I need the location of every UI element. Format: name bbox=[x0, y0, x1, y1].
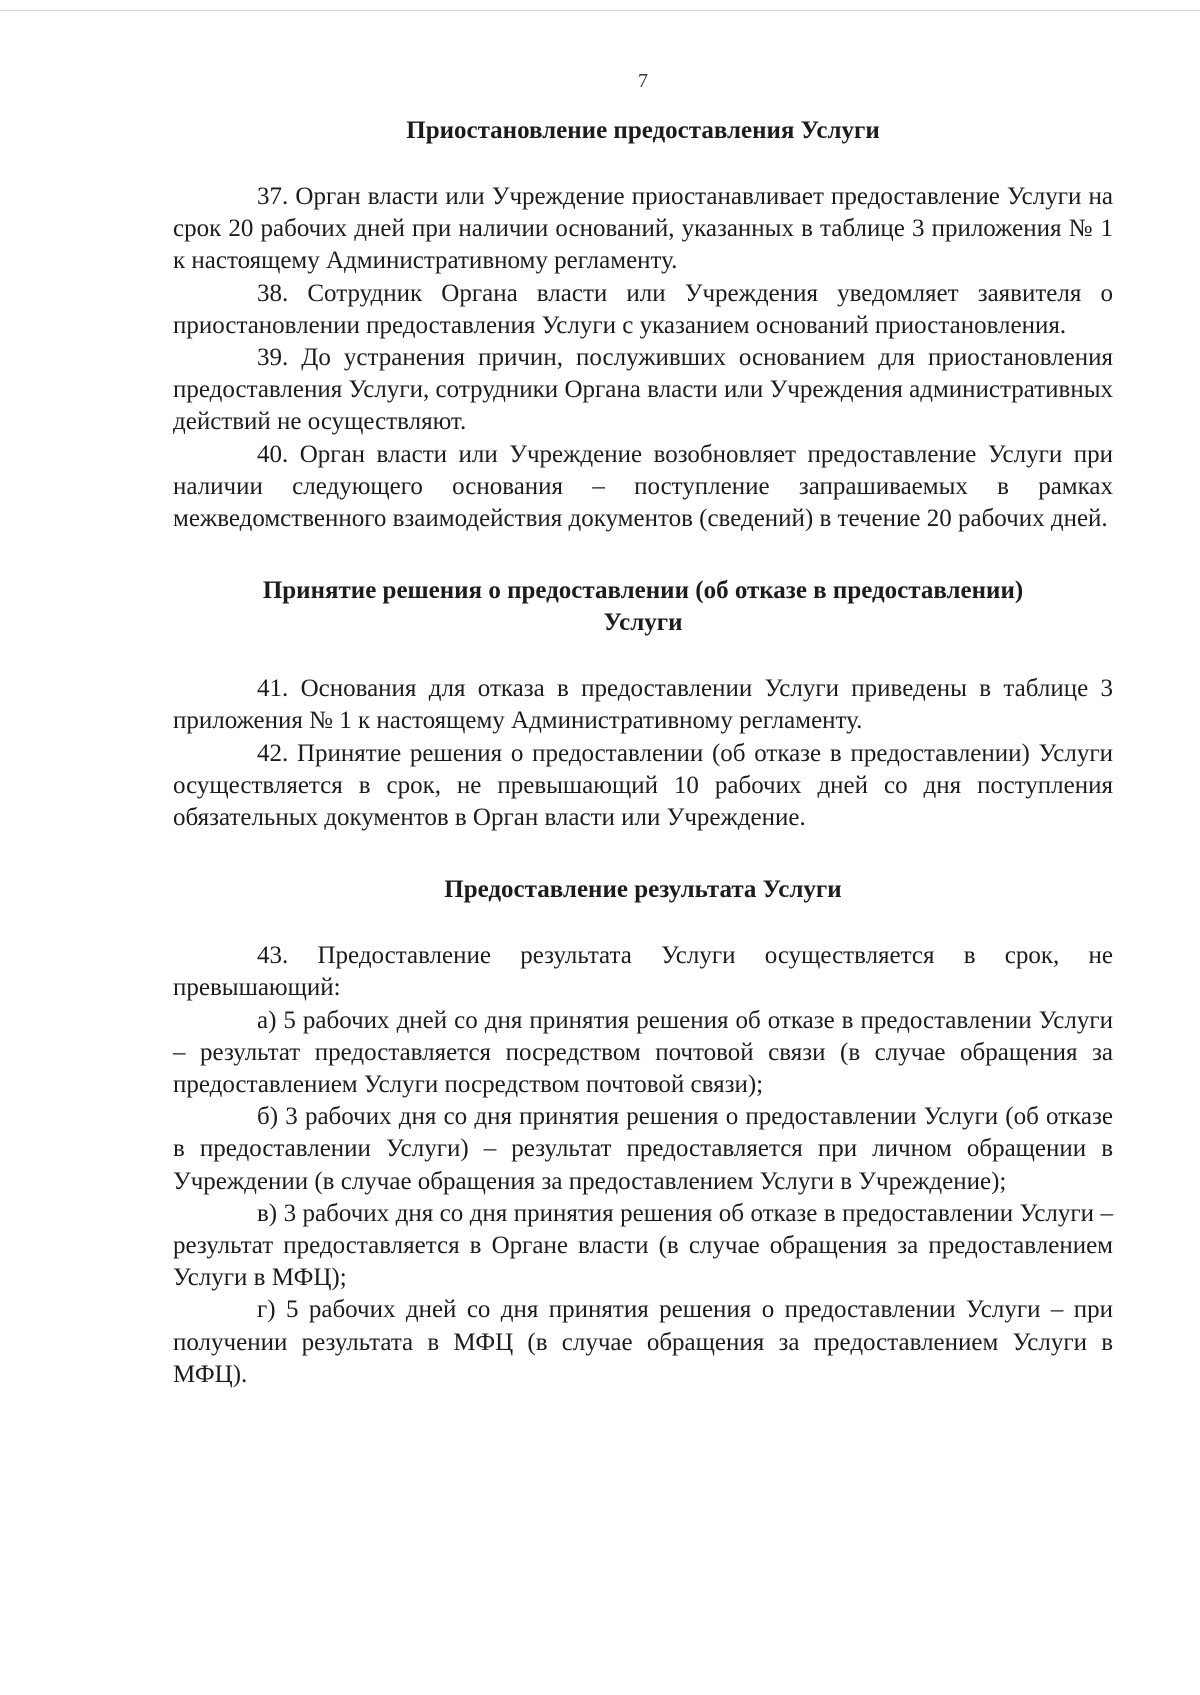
section-heading-decision-line1: Принятие решения о предоставлении (об отказе в предоставлении) bbox=[262, 577, 1024, 605]
paragraph-43-g: г) 5 рабочих дней со дня принятия решения о предоставлении Услуги – при получении результата в МФЦ (в случае обращения за предоставлением Услуги в МФЦ). bbox=[173, 1296, 1113, 1388]
page-number: 7 bbox=[638, 70, 648, 92]
section-heading-result: Предоставление результата Услуги bbox=[444, 876, 842, 904]
paragraph-43: 43. Предоставление результата Услуги осуществляется в срок, не превышающий: bbox=[173, 942, 1113, 1002]
section-heading-decision-line2: Услуги bbox=[603, 609, 683, 637]
paragraph-43-v: в) 3 рабочих дня со дня принятия решения об отказе в предоставлении Услуги – результат предоставляется в Органе власти (в случае обращения за предоставлением Услуги в МФЦ); bbox=[173, 1199, 1113, 1292]
section-heading-suspension: Приостановление предоставления Услуги bbox=[406, 117, 880, 144]
paragraph-38: 38. Сотрудник Органа власти или Учреждения уведомляет заявителя о приостановлении предоставления Услуги с указанием оснований приостановления. bbox=[173, 279, 1113, 339]
paragraph-41: 41. Основания для отказа в предоставлении Услуги приведены в таблице 3 приложения № 1 к настоящему Административному регламенту. bbox=[173, 675, 1113, 735]
paragraph-37: 37. Орган власти или Учреждение приостанавливает предоставление Услуги на срок 20 рабочих дней при наличии оснований, указанных в таблице 3 приложения № 1 к настоящему Административному регламенту. bbox=[173, 183, 1113, 275]
paragraph-43-a: а) 5 рабочих дней со дня принятия решения об отказе в предоставлении Услуги – результат предоставляется посредством почтовой связи (в случае обращения за предоставлением Услуги посредством почтовой связи); bbox=[173, 1006, 1113, 1099]
paragraph-43-b: б) 3 рабочих дня со дня принятия решения о предоставлении Услуги (об отказе в предоставлении Услуги) – результат предоставляется при личном обращении в Учреждении (в случае обращения за предоставлением Услуги в Учреждение); bbox=[173, 1103, 1113, 1195]
paragraph-40: 40. Орган власти или Учреждение возобновляет предоставление Услуги при наличии следующего основания – поступление запрашиваемых в рамках межведомственного взаимодействия документов (сведений) в течение 20 рабочих дней. bbox=[173, 440, 1113, 533]
scan-edge-line bbox=[0, 10, 1200, 11]
paragraph-42: 42. Принятие решения о предоставлении (об отказе в предоставлении) Услуги осуществляется в срок, не превышающий 10 рабочих дней со дня поступления обязательных документов в Орган власти или Учреждение. bbox=[173, 739, 1113, 832]
document-page bbox=[173, 70, 1113, 1391]
section-heading-decision bbox=[173, 575, 1113, 639]
paragraph-39: 39. До устранения причин, послуживших основанием для приостановления предоставления Услуги, сотрудники Органа власти или Учреждения административных действий не осуществляют. bbox=[173, 344, 1113, 436]
